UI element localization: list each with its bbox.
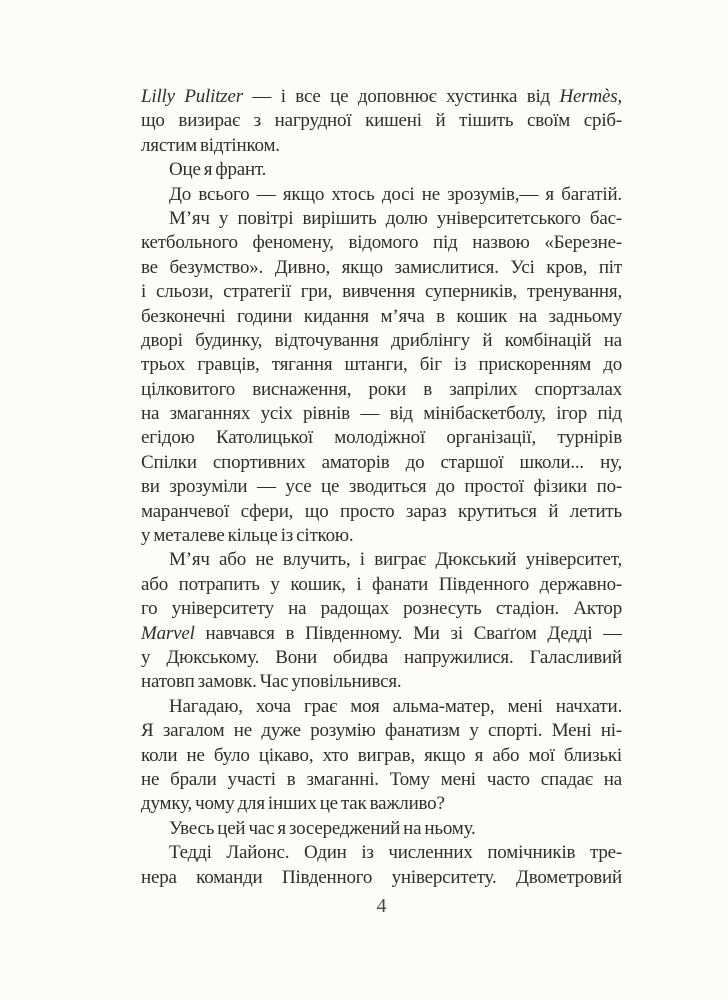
text-line xyxy=(141,475,622,499)
text-segment: трьох гравців, тягання штанги, біг із прискоренням до xyxy=(141,354,622,376)
text-segment: не брали участі в змаганні. Тому мені часто спадає на xyxy=(141,768,622,790)
paragraph xyxy=(141,183,622,207)
text-segment: Спілки спортивних аматорів до старшої школи... ну, xyxy=(141,451,622,473)
text-line xyxy=(141,500,622,524)
text-segment: маранчевої сфери, що просто зараз крутиться й летить xyxy=(141,500,622,522)
text-segment: Оце я франт. xyxy=(169,159,267,181)
text-segment: нера команди Південного університету. Двометровий xyxy=(141,866,622,888)
text-line xyxy=(141,426,622,450)
text-segment: коли не було цікаво, хто виграв, якщо я або мої близькі xyxy=(141,744,622,766)
text-line xyxy=(141,109,622,133)
text-line xyxy=(141,573,622,597)
text-segment: ви зрозуміли — усе це зводиться до простої фізики по- xyxy=(141,476,622,498)
text-line xyxy=(141,158,622,182)
text-segment: цілковитого виснаження, роки в запрілих спортзалах xyxy=(141,378,622,400)
paragraph xyxy=(141,207,622,548)
paragraph xyxy=(141,817,622,841)
text-segment: натовп замовк. Час уповільнився. xyxy=(141,671,402,693)
text-line xyxy=(141,695,622,719)
text-segment: навчався в Південному. Ми зі Сваґґом Дедді — xyxy=(194,622,622,644)
text-segment: у металеве кільце із сіткою. xyxy=(141,525,354,547)
text-segment: — і все це доповнює хустинка від xyxy=(242,86,560,107)
text-line xyxy=(141,524,622,548)
text-segment: на змаганнях усіх рівнів — від мінібаскетболу, ігор під xyxy=(141,403,622,425)
text-segment: М’яч у повітрі вирішить долю університетського бас- xyxy=(169,207,622,229)
italic-text: Hermès xyxy=(559,86,618,107)
text-segment: дворі будинку, відточування дриблінгу й комбінацій на xyxy=(141,329,622,351)
text-line xyxy=(141,646,622,670)
text-segment: і сльози, стратегії гри, вивчення суперників, тренування, xyxy=(141,281,622,303)
text-segment: у Дюкському. Вони обидва напружилися. Галасливий xyxy=(141,646,622,668)
text-line xyxy=(141,451,622,475)
text-line xyxy=(141,866,622,890)
text-segment: ве безумство». Дивно, якщо замислитися. Усі кров, піт xyxy=(141,256,622,278)
paragraph xyxy=(141,695,622,817)
text-line xyxy=(141,402,622,426)
text-line xyxy=(141,597,622,621)
text-line xyxy=(141,305,622,329)
text-segment: Тедді Лайонс. Один із численних помічників тре- xyxy=(169,842,622,864)
text-line xyxy=(141,670,622,694)
text-segment: го університету на радощах рознесуть стадіон. Актор xyxy=(141,598,622,620)
paragraph xyxy=(141,841,622,890)
page-number: 4 xyxy=(376,895,387,917)
text-segment: безконечні години кидання м’яча в кошик на задньому xyxy=(141,305,622,327)
text-line xyxy=(141,183,622,207)
text-line xyxy=(141,744,622,768)
text-line xyxy=(141,329,622,353)
text-line xyxy=(141,622,622,646)
text-line xyxy=(141,256,622,280)
text-segment: Я загалом не дуже розумію фанатизм у спорті. Мені ні- xyxy=(141,720,622,742)
text-line xyxy=(141,719,622,743)
text-segment: М’яч або не влучить, і виграє Дюкський університет, xyxy=(169,549,622,571)
text-segment: кетбольного феномену, відомого під назвою «Березне- xyxy=(141,232,622,254)
text-segment: лястим відтінком. xyxy=(141,134,280,156)
text-segment: Увесь цей час я зосереджений на ньому. xyxy=(169,817,476,839)
text-segment: , xyxy=(617,86,622,107)
text-segment: Нагадаю, хоча грає моя альма-матер, мені начхати. xyxy=(169,695,622,717)
text-line xyxy=(141,378,622,402)
paragraph xyxy=(141,85,622,158)
text-line xyxy=(141,768,622,792)
text-line xyxy=(141,85,622,109)
text-line xyxy=(141,134,622,158)
text-line xyxy=(141,841,622,865)
text-line xyxy=(141,231,622,255)
text-segment: або потрапить у кошик, і фанати Південного державно- xyxy=(141,573,622,595)
text-segment: що визирає з нагрудної кишені й тішить своїм сріб- xyxy=(141,110,622,132)
text-line xyxy=(141,353,622,377)
page-text-block xyxy=(141,85,622,890)
paragraph xyxy=(141,158,622,182)
text-segment: До всього — якщо хтось досі не зрозумів,— я багатій. xyxy=(169,183,622,205)
paragraph xyxy=(141,548,622,694)
italic-text: Lilly Pulitzer xyxy=(141,86,243,107)
text-line xyxy=(141,792,622,816)
text-line xyxy=(141,548,622,572)
text-segment: думку, чому для інших це так важливо? xyxy=(141,793,445,815)
text-segment: егідою Католицької молодіжної організації, турнірів xyxy=(141,427,622,449)
text-line xyxy=(141,280,622,304)
italic-text: Marvel xyxy=(141,622,195,644)
text-line xyxy=(141,207,622,231)
text-line xyxy=(141,817,622,841)
